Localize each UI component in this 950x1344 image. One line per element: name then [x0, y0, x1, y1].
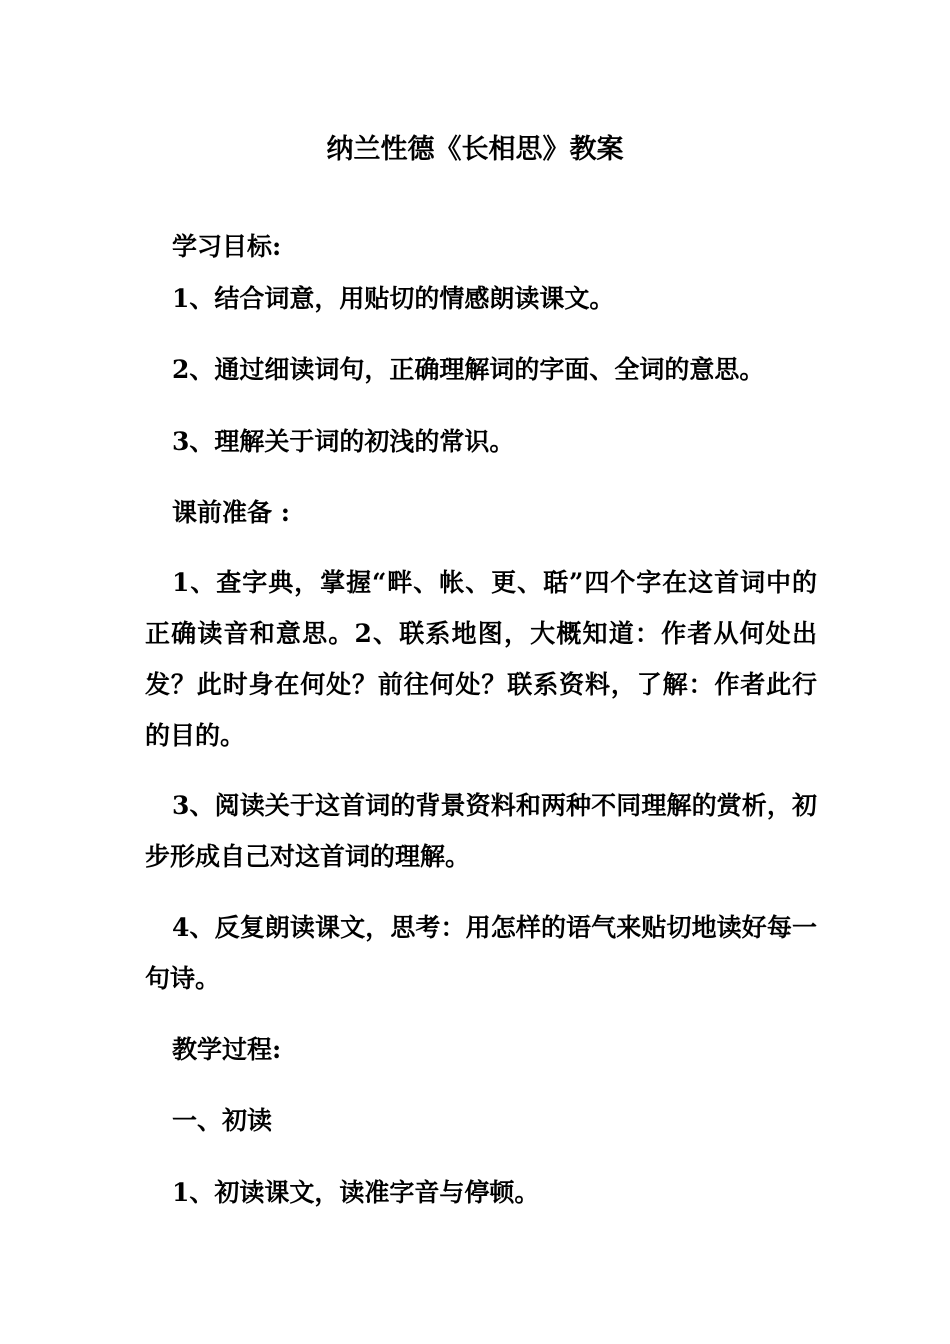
section-1-item-1: 1、初读课文，读准字音与停顿。 — [172, 1178, 540, 1207]
document-title: 纳兰性德《长相思》教案 — [326, 134, 624, 165]
process-heading: 教学过程: — [172, 1035, 282, 1064]
goals-heading: 学习目标: — [172, 232, 282, 261]
goal-item-1: 1、结合词意，用贴切的情感朗读课文。 — [172, 284, 615, 313]
prep-paragraph-4: 4、反复朗读课文，思考：用怎样的语气来贴切地读好每一句诗。 — [145, 913, 817, 993]
goal-item-3: 3、理解关于词的初浅的常识。 — [172, 427, 515, 456]
prep-paragraph-1-2: 1、查字典，掌握“畔、帐、更、聒”四个字在这首词中的正确读音和意思。2、联系地图，大概知道：作者从何处出发？此时身在何处？前往何处？联系资料，了解：作者此行的目的。 — [145, 568, 817, 750]
prep-paragraph-3: 3、阅读关于这首词的背景资料和两种不同理解的赏析，初步形成自己对这首词的理解。 — [145, 791, 817, 871]
section-1-heading: 一、初读 — [172, 1106, 273, 1135]
goal-item-2: 2、通过细读词句，正确理解词的字面、全词的意思。 — [172, 355, 765, 384]
prep-heading: 课前准备 : — [172, 498, 290, 527]
